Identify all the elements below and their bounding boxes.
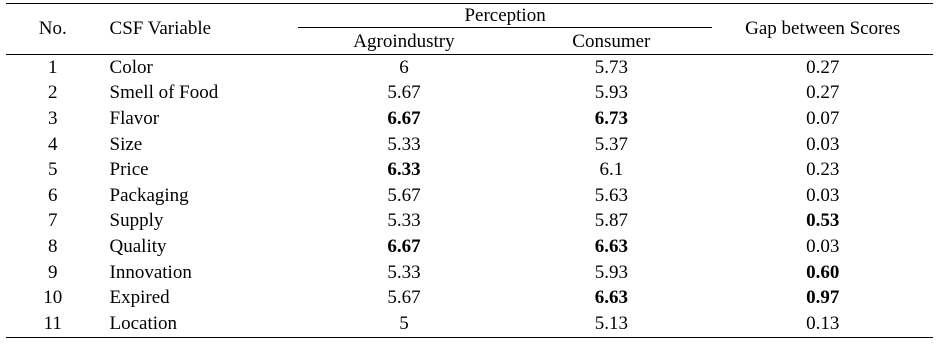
cell-no: 5 (48, 159, 58, 181)
table-header (6, 4, 933, 55)
csf-table (6, 3, 933, 338)
cell-no: 1 (48, 56, 58, 78)
header-perception: Perception (298, 5, 713, 28)
header-consumer: Consumer (510, 29, 712, 55)
cell-no: 9 (48, 261, 58, 283)
table-row (6, 81, 933, 107)
table-row (6, 285, 933, 311)
header-perception-cell (298, 4, 713, 30)
cell-no: 3 (48, 107, 58, 129)
cell-consumer: 6.1 (599, 159, 624, 181)
cell-consumer: 5.37 (594, 133, 628, 155)
header-gap: Gap between Scores (712, 4, 933, 55)
cell-variable: Expired (109, 287, 170, 309)
table-row (6, 311, 933, 337)
cell-gap: 0.27 (806, 56, 840, 78)
cell-agroindustry: 5 (298, 311, 511, 337)
cell-no: 8 (48, 235, 58, 257)
table-row (6, 260, 933, 286)
cell-consumer: 5.93 (594, 261, 628, 283)
cell-gap: 0.23 (806, 159, 840, 181)
header-agroindustry: Agroindustry (298, 29, 511, 55)
cell-gap: 0.60 (806, 261, 840, 283)
cell-variable: Location (100, 311, 298, 337)
cell-consumer: 6.63 (594, 235, 628, 257)
cell-agroindustry: 6.67 (387, 107, 421, 129)
cell-agroindustry: 5.67 (387, 184, 421, 206)
cell-agroindustry: 5.67 (387, 82, 421, 104)
cell-gap: 0.13 (712, 311, 933, 337)
cell-no: 10 (43, 287, 63, 309)
cell-variable: Smell of Food (109, 82, 219, 104)
cell-variable: Price (109, 159, 149, 181)
cell-consumer: 5.13 (510, 311, 712, 337)
cell-consumer: 5.63 (594, 184, 628, 206)
table-body (6, 55, 933, 338)
header-variable: CSF Variable (100, 4, 298, 55)
cell-gap: 0.27 (806, 82, 840, 104)
cell-gap: 0.03 (806, 235, 840, 257)
table-row (6, 106, 933, 132)
header-no: No. (6, 4, 100, 55)
cell-variable: Size (109, 133, 143, 155)
table-row (6, 234, 933, 260)
table-row (6, 183, 933, 209)
cell-consumer: 6.63 (594, 287, 628, 309)
cell-consumer: 6.73 (594, 107, 628, 129)
cell-agroindustry: 6 (399, 56, 409, 78)
cell-gap: 0.07 (806, 107, 840, 129)
table-row (6, 157, 933, 183)
cell-no: 4 (48, 133, 58, 155)
cell-no: 11 (6, 311, 100, 337)
cell-consumer: 5.93 (594, 82, 628, 104)
header-row-1 (6, 4, 933, 30)
cell-gap: 0.03 (806, 133, 840, 155)
cell-consumer: 5.87 (594, 210, 628, 232)
cell-gap: 0.03 (806, 184, 840, 206)
cell-consumer: 5.73 (594, 56, 628, 78)
cell-agroindustry: 5.33 (387, 210, 421, 232)
cell-variable: Quality (109, 235, 167, 257)
table-row (6, 55, 933, 81)
cell-gap: 0.53 (806, 210, 840, 232)
cell-agroindustry: 5.33 (387, 261, 421, 283)
cell-no: 2 (48, 82, 58, 104)
cell-agroindustry: 6.67 (387, 235, 421, 257)
cell-variable: Color (109, 56, 153, 78)
table-row (6, 132, 933, 158)
cell-variable: Flavor (109, 107, 160, 129)
cell-agroindustry: 5.67 (387, 287, 421, 309)
cell-variable: Packaging (109, 184, 189, 206)
cell-no: 7 (48, 210, 58, 232)
cell-no: 6 (48, 184, 58, 206)
cell-variable: Supply (109, 210, 164, 232)
cell-agroindustry: 6.33 (387, 159, 421, 181)
cell-agroindustry: 5.33 (387, 133, 421, 155)
cell-gap: 0.97 (806, 287, 840, 309)
table-row (6, 209, 933, 235)
cell-variable: Innovation (109, 261, 192, 283)
